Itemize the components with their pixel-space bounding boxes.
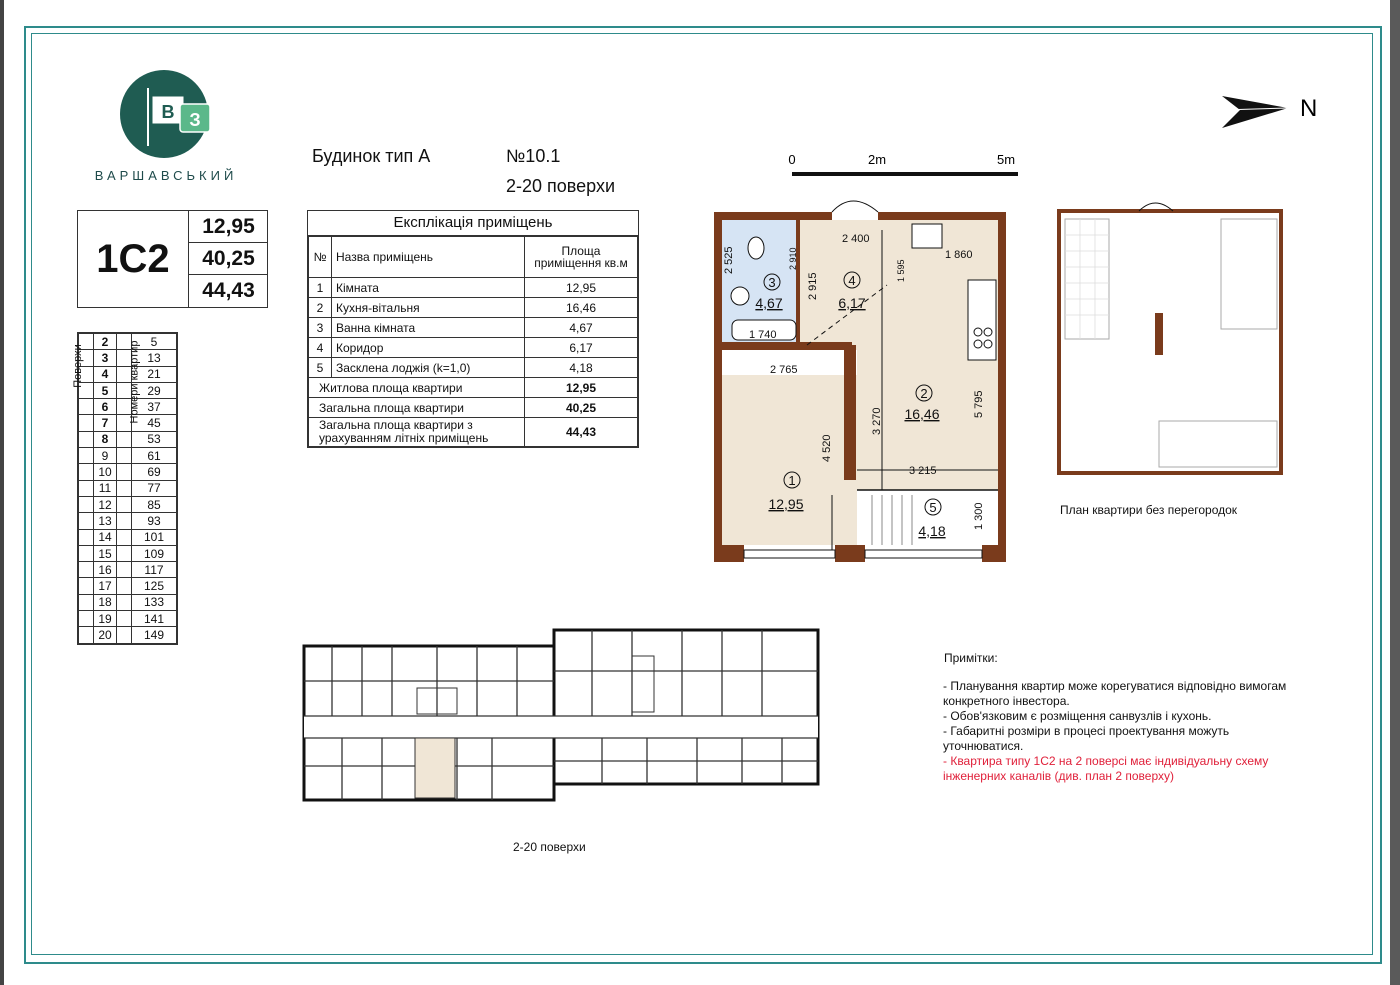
floor-number: 3 — [94, 350, 117, 366]
floor-number: 14 — [94, 529, 117, 545]
dim-2765: 2 765 — [770, 364, 798, 376]
scale-label-2m: 2m — [867, 152, 887, 167]
floor-row-spacer — [79, 611, 94, 627]
floor-number: 18 — [94, 594, 117, 610]
floor-number: 19 — [94, 611, 117, 627]
explication-cell-no: 5 — [309, 358, 332, 378]
explication-cell-name: Коридор — [332, 338, 525, 358]
floor-row — [79, 627, 177, 643]
apartment-number: 149 — [132, 627, 177, 643]
brand-logo — [118, 66, 214, 162]
total-name: Житлова площа квартири — [309, 378, 525, 398]
note-item: - Планування квартир може корегуватися відповідно вимогам конкретного інвестора. — [943, 679, 1287, 708]
explication-cell-area: 6,17 — [525, 338, 638, 358]
header-name: Назва приміщень — [332, 237, 525, 278]
brand-name: ВАРШАВСЬКИЙ — [94, 168, 238, 183]
floor-row-spacer — [117, 545, 132, 561]
apartment-number: 141 — [132, 611, 177, 627]
floor-row-spacer — [117, 448, 132, 464]
total-area: 44,43 — [525, 418, 638, 447]
apartment-number: 109 — [132, 545, 177, 561]
building-floors: 2-20 поверхи — [506, 176, 616, 196]
floors-label: Поверхи — [71, 344, 84, 388]
total-area: 12,95 — [525, 378, 638, 398]
explication-total-row — [309, 378, 638, 398]
window-edge-right — [1390, 0, 1400, 985]
total-area: 40,25 — [525, 398, 638, 418]
explication-header-row — [309, 237, 638, 278]
apartment-areas — [188, 211, 268, 307]
floor-row-spacer — [79, 431, 94, 447]
dim-3270: 3 270 — [871, 407, 883, 435]
note-item: - Габаритні розміри в процесі проектування можуть уточнюватися. — [943, 724, 1230, 753]
apartment-number: 13 — [132, 350, 177, 366]
explication-row — [309, 358, 638, 378]
floor-row — [79, 562, 177, 578]
dim-2400: 2 400 — [842, 233, 870, 245]
floor-row — [79, 578, 177, 594]
floor-row-spacer — [79, 480, 94, 496]
notes-title: Примітки: — [944, 651, 998, 665]
floor-number: 12 — [94, 496, 117, 512]
floor-plan-label: 2-20 поверхи — [513, 840, 586, 854]
explication-total-row — [309, 418, 638, 447]
dim-1860: 1 860 — [945, 249, 973, 261]
explication-table — [307, 210, 639, 448]
floor-number: 9 — [94, 448, 117, 464]
floor-row — [79, 496, 177, 512]
explication-row — [309, 338, 638, 358]
window-edge-left — [0, 0, 4, 985]
plan-without-partitions-label: План квартири без перегородок — [1060, 503, 1238, 517]
floor-row-spacer — [79, 578, 94, 594]
dim-2910: 2 910 — [788, 247, 798, 270]
floor-number: 7 — [94, 415, 117, 431]
floor-row-spacer — [79, 594, 94, 610]
note-item: - Обов'язковим є розміщення санвузлів і кухонь. — [943, 709, 1212, 723]
scale-label-0: 0 — [788, 152, 796, 167]
floor-row-spacer — [117, 611, 132, 627]
apartment-code: 1С2 — [96, 237, 170, 281]
explication-cell-area: 12,95 — [525, 278, 638, 298]
room-2-area: 16,46 — [904, 406, 940, 422]
apartment-number: 85 — [132, 496, 177, 512]
floor-row-spacer — [79, 529, 94, 545]
apartment-number: 37 — [132, 399, 177, 415]
dim-4520: 4 520 — [821, 434, 833, 462]
floor-row-spacer — [79, 399, 94, 415]
room-4-number: 4 — [848, 273, 856, 288]
floor-row-spacer — [117, 464, 132, 480]
floor-number: 20 — [94, 627, 117, 643]
floor-number: 8 — [94, 431, 117, 447]
floor-number: 16 — [94, 562, 117, 578]
explication-cell-name: Ванна кімната — [332, 318, 525, 338]
apartment-numbers-label: Номери квартир — [128, 340, 141, 424]
note-item: - Квартира типу 1С2 на 2 поверсі має індивідуальну схему інженерних каналів (див. план 2 поверху) — [943, 754, 1269, 783]
explication-row — [309, 298, 638, 318]
room-5-number: 5 — [929, 500, 937, 515]
floor-row-spacer — [117, 431, 132, 447]
floor-number: 15 — [94, 545, 117, 561]
header-no: № — [309, 237, 332, 278]
explication-cell-area: 16,46 — [525, 298, 638, 318]
north-label: N — [1300, 95, 1318, 122]
dim-1300: 1 300 — [973, 502, 985, 530]
floor-number: 17 — [94, 578, 117, 594]
logo-letter-z: З — [189, 110, 201, 130]
area-total-summer: 44,43 — [202, 279, 255, 302]
floor-number: 13 — [94, 513, 117, 529]
dim-3215: 3 215 — [909, 465, 937, 477]
apartment-number: 77 — [132, 480, 177, 496]
dim-1740: 1 740 — [749, 329, 777, 341]
floor-row — [79, 480, 177, 496]
room-2-number: 2 — [920, 386, 928, 401]
apartment-plan — [712, 190, 1012, 570]
explication-row — [309, 318, 638, 338]
floor-number: 2 — [94, 334, 117, 350]
room-1-number: 1 — [788, 473, 796, 488]
logo-letter-v: В — [161, 102, 175, 122]
floor-number: 6 — [94, 399, 117, 415]
area-total: 40,25 — [189, 243, 268, 275]
floor-row-spacer — [117, 627, 132, 643]
apartment-number: 133 — [132, 594, 177, 610]
floor-row-spacer — [117, 480, 132, 496]
explication-title: Експлікація приміщень — [308, 211, 638, 236]
floor-row — [79, 611, 177, 627]
floor-row — [79, 431, 177, 447]
explication-cell-no: 2 — [309, 298, 332, 318]
apartment-summary — [77, 210, 268, 308]
room-4-area: 6,17 — [838, 295, 866, 311]
room-1-area: 12,95 — [768, 496, 804, 512]
apartment-number: 45 — [132, 415, 177, 431]
room-3-number: 3 — [768, 275, 776, 290]
dim-2915: 2 915 — [807, 272, 819, 300]
explication-cell-name: Кухня-вітальня — [332, 298, 525, 318]
explication-cell-name: Кімната — [332, 278, 525, 298]
floor-plan-overview — [302, 626, 822, 802]
floor-row-spacer — [117, 529, 132, 545]
explication-cell-name: Засклена лоджія (k=1,0) — [332, 358, 525, 378]
apartment-number: 21 — [132, 366, 177, 382]
explication-cell-area: 4,67 — [525, 318, 638, 338]
floor-row — [79, 594, 177, 610]
explication-cell-no: 4 — [309, 338, 332, 358]
apartment-number: 5 — [132, 334, 177, 350]
apartment-number: 29 — [132, 382, 177, 398]
apartment-number: 125 — [132, 578, 177, 594]
scale-label-5m: 5m — [996, 152, 1016, 167]
floor-row — [79, 529, 177, 545]
notes-section — [940, 651, 1300, 784]
apartment-number: 53 — [132, 431, 177, 447]
explication-total-row — [309, 398, 638, 418]
floor-row-spacer — [117, 594, 132, 610]
floor-row-spacer — [79, 562, 94, 578]
apartment-number: 101 — [132, 529, 177, 545]
floor-row-spacer — [117, 562, 132, 578]
apartment-number: 117 — [132, 562, 177, 578]
floor-number: 11 — [94, 480, 117, 496]
floor-row — [79, 448, 177, 464]
floor-number: 4 — [94, 366, 117, 382]
building-number: №10.1 — [506, 146, 561, 166]
floor-number: 10 — [94, 464, 117, 480]
floor-row-spacer — [79, 448, 94, 464]
dim-5795: 5 795 — [973, 390, 985, 418]
floor-number: 5 — [94, 382, 117, 398]
explication-cell-area: 4,18 — [525, 358, 638, 378]
scale-bar — [786, 152, 1018, 182]
plan-without-partitions — [1055, 195, 1285, 475]
dim-1595: 1 595 — [896, 259, 906, 282]
room-5-area: 4,18 — [918, 523, 946, 539]
floor-row-spacer — [79, 415, 94, 431]
floor-row-spacer — [117, 513, 132, 529]
floor-row-spacer — [79, 513, 94, 529]
explication-row — [309, 278, 638, 298]
explication-cell-no: 1 — [309, 278, 332, 298]
header-area: Площа приміщення кв.м — [525, 237, 638, 278]
floor-row-spacer — [79, 627, 94, 643]
floor-row — [79, 464, 177, 480]
dim-2525: 2 525 — [723, 246, 735, 274]
area-living: 12,95 — [189, 211, 268, 243]
apartment-number: 93 — [132, 513, 177, 529]
total-name: Загальна площа квартири з урахуванням літніх приміщень — [309, 418, 525, 447]
floor-row-spacer — [79, 496, 94, 512]
apartment-number: 61 — [132, 448, 177, 464]
floor-row-spacer — [117, 496, 132, 512]
north-arrow-icon — [1220, 90, 1330, 134]
building-type: Будинок тип А — [312, 146, 431, 166]
explication-cell-no: 3 — [309, 318, 332, 338]
total-name: Загальна площа квартири — [309, 398, 525, 418]
floor-row-spacer — [117, 578, 132, 594]
apartment-number: 69 — [132, 464, 177, 480]
room-3-area: 4,67 — [755, 295, 783, 311]
floor-row-spacer — [79, 464, 94, 480]
floor-row — [79, 513, 177, 529]
floor-row-spacer — [79, 545, 94, 561]
floor-row — [79, 545, 177, 561]
